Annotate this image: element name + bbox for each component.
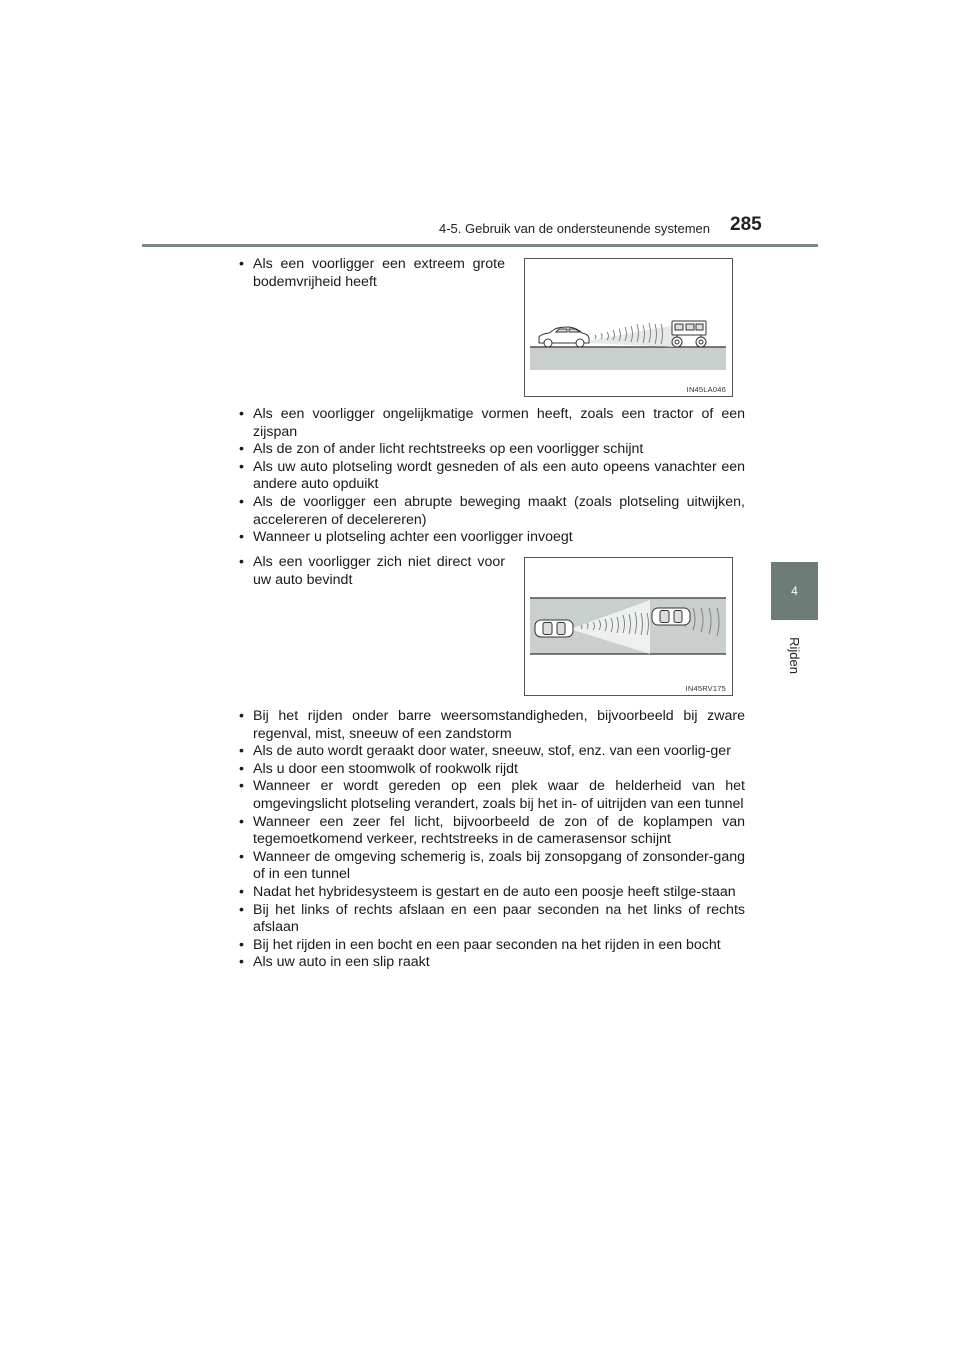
list-item: • Wanneer de omgeving schemerig is, zoals bij zonsopgang of zonsonder-gang of in een tunnel <box>230 849 745 884</box>
list-item: • Als de voorligger een abrupte beweging maakt (zoals plotseling uitwijken, accelereren of decelereren) <box>230 494 745 529</box>
bullet-list-environment-conditions <box>230 708 745 972</box>
list-item: • Nadat het hybridesysteem is gestart en de auto een poosje heeft stilge-staan <box>230 884 745 902</box>
figure-high-clearance-vehicle <box>524 258 733 397</box>
high-clearance-vehicle-icon <box>672 321 706 347</box>
leading-car-icon <box>652 608 690 625</box>
list-item: • Als de zon of ander licht rechtstreeks op een voorligger schijnt <box>230 441 745 459</box>
header-divider <box>142 244 818 247</box>
list-item: • Wanneer een zeer fel licht, bijvoorbeeld de zon of de koplampen van tegemoetkomend verkeer, rechtstreeks in de camerasensor schijnt <box>230 814 745 849</box>
list-item: • Als een voorligger zich niet direct voor uw auto bevindt <box>230 554 505 589</box>
list-item: • Als uw auto in een slip raakt <box>230 954 745 972</box>
bullet-list-offset-vehicle <box>230 554 505 589</box>
list-item: • Als uw auto plotseling wordt gesneden of als een auto opeens vanachter een andere auto opduikt <box>230 459 745 494</box>
car-offset-leading-vehicle-illustration <box>525 558 732 695</box>
chapter-label <box>771 625 818 685</box>
chapter-tab <box>771 562 818 620</box>
list-item: • Wanneer u plotseling achter een voorligger invoegt <box>230 529 745 547</box>
list-item: • Als de auto wordt geraakt door water, sneeuw, stof, enz. van een voorlig-ger <box>230 743 745 761</box>
figure-offset-leading-vehicle <box>524 557 733 696</box>
list-item: • Bij het rijden in een bocht en een paar seconden na het rijden in een bocht <box>230 937 745 955</box>
ego-car-icon <box>535 620 573 637</box>
chapter-title: Rijden <box>786 636 802 674</box>
bullet-list-high-clearance <box>230 256 505 291</box>
list-item: • Als u door een stoomwolk of rookwolk rijdt <box>230 761 745 779</box>
section-title: 4-5. Gebruik van de ondersteunende systemen <box>438 221 710 236</box>
chapter-number: 4 <box>791 584 798 598</box>
car-following-high-clearance-vehicle-illustration <box>525 259 732 396</box>
list-item: • Als een voorligger ongelijkmatige vormen heeft, zoals een tractor of een zijspan <box>230 406 745 441</box>
list-item: • Bij het rijden onder barre weersomstandigheden, bijvoorbeeld bij zware regenval, mist, sneeuw of een zandstorm <box>230 708 745 743</box>
list-item: • Als een voorligger een extreem grote bodemvrijheid heeft <box>230 256 505 291</box>
sedan-icon <box>539 327 589 347</box>
bullet-list-vehicle-conditions <box>230 406 745 547</box>
figure-code: IN45LA046 <box>686 385 726 394</box>
figure-code: IN45RV175 <box>685 684 726 693</box>
list-item: • Bij het links of rechts afslaan en een paar seconden na het links of rechts afslaan <box>230 902 745 937</box>
page-number: 285 <box>730 214 762 235</box>
list-item: • Wanneer er wordt gereden op een plek waar de helderheid van het omgevingslicht plotseling verandert, zoals bij het in- of uitrijden van een tunnel <box>230 778 745 813</box>
